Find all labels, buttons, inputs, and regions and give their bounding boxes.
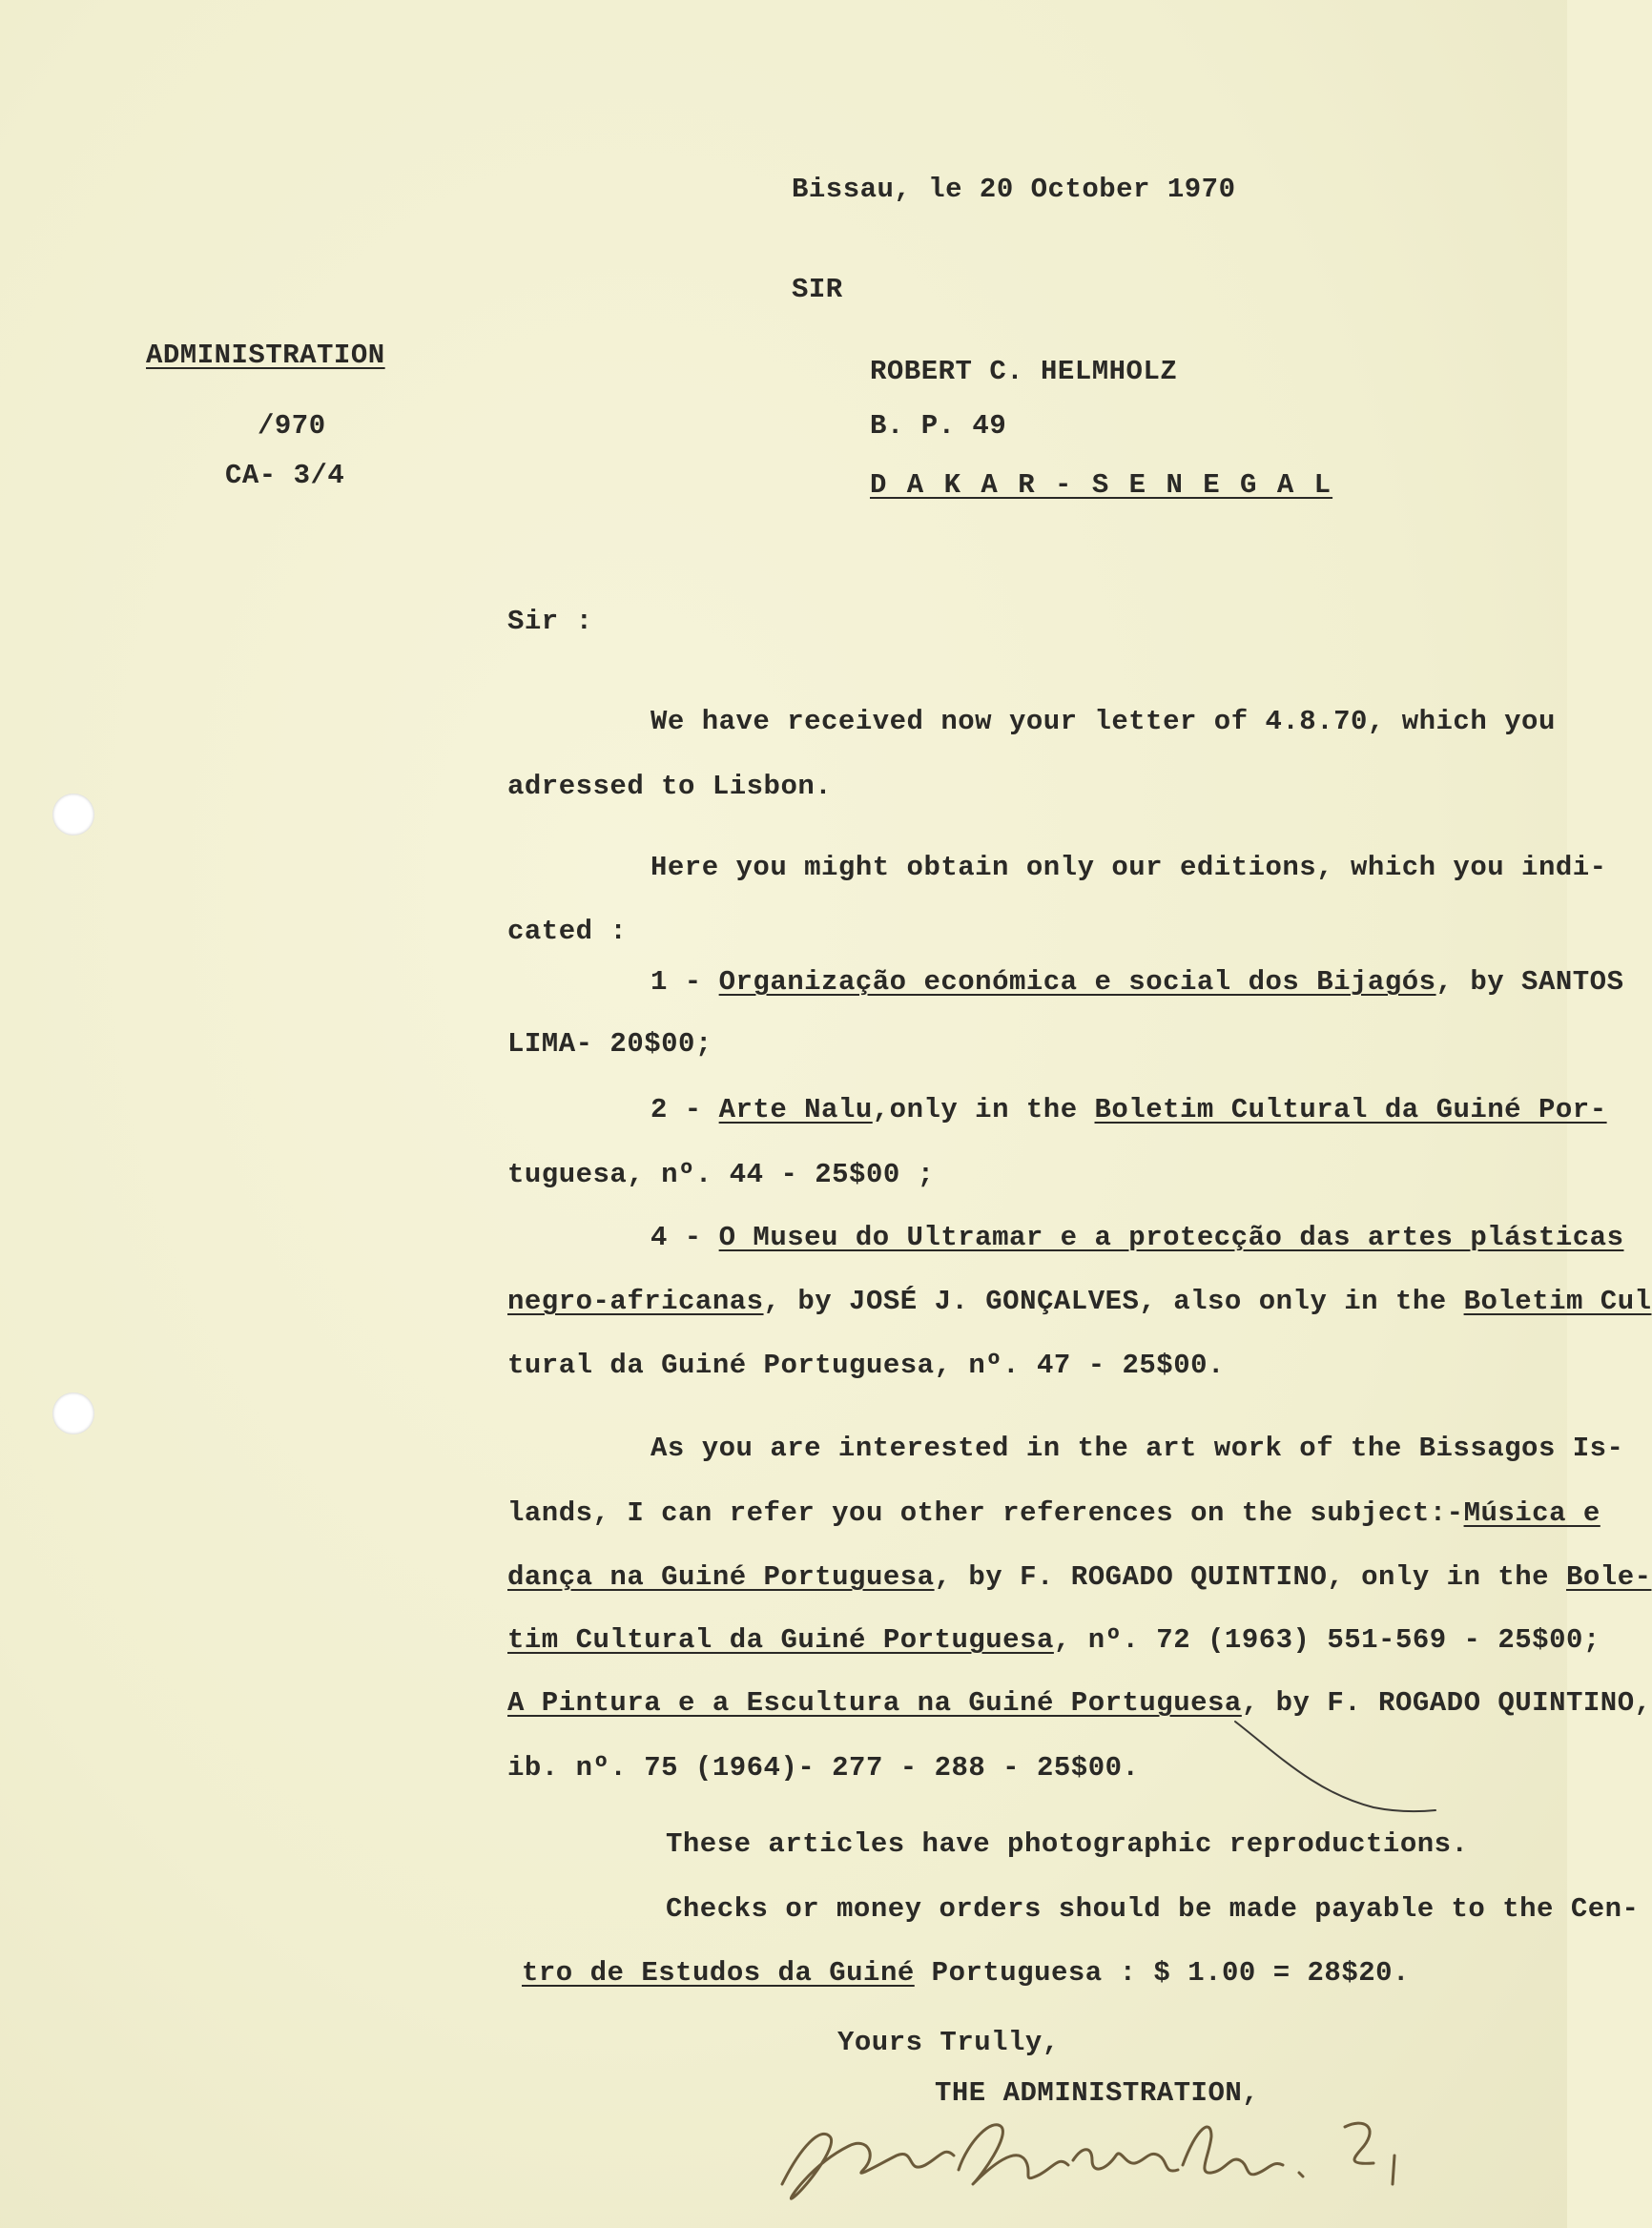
punch-hole-bottom bbox=[52, 1392, 94, 1434]
punch-hole-top bbox=[52, 794, 94, 836]
paragraph-5-line-2 bbox=[522, 1957, 1410, 1989]
reference-number: /970 bbox=[258, 410, 326, 442]
item-4-line-2 bbox=[507, 1286, 1652, 1317]
item-2-number: 2 - bbox=[650, 1094, 719, 1125]
item-4-number: 4 - bbox=[650, 1222, 719, 1253]
item-4-title: O Museu do Ultramar e a protecção das artes plásticas bbox=[718, 1222, 1624, 1253]
paragraph-3-line-3 bbox=[507, 1561, 1652, 1593]
item-4-journal: Boletim Cul bbox=[1463, 1286, 1652, 1317]
reference-code: CA- 3/4 bbox=[225, 460, 345, 491]
centro-estudos-name: tro de Estudos da Guiné bbox=[522, 1957, 915, 1989]
recipient-city: D A K A R - S E N E G A L bbox=[870, 469, 1333, 501]
item-4-author: , by JOSÉ J. GONÇALVES, also only in the bbox=[763, 1286, 1464, 1317]
reference-musica-details: , nº. 72 (1963) 551-569 - 25$00; bbox=[1053, 1624, 1600, 1656]
closing-signatory: THE ADMINISTRATION, bbox=[935, 2077, 1260, 2109]
item-1-author: , by SANTOS bbox=[1435, 966, 1624, 998]
recipient-box: B. P. 49 bbox=[870, 410, 1007, 442]
greeting: Sir : bbox=[507, 606, 593, 637]
reference-department: ADMINISTRATION bbox=[146, 340, 385, 371]
recipient-name: ROBERT C. HELMHOLZ bbox=[870, 356, 1178, 387]
paragraph-2-line-2: cated : bbox=[507, 916, 628, 947]
paragraph-4: These articles have photographic reproductions. bbox=[666, 1828, 1469, 1860]
item-1-line-1 bbox=[650, 966, 1623, 998]
item-1-number: 1 - bbox=[650, 966, 719, 998]
item-2-line-2: tuguesa, nº. 44 - 25$00 ; bbox=[507, 1159, 935, 1190]
paragraph-3-line-1: As you are interested in the art work of the Bissagos Is- bbox=[650, 1433, 1624, 1464]
item-1-line-2: LIMA- 20$00; bbox=[507, 1028, 712, 1060]
closing-yours: Yours Trully, bbox=[837, 2027, 1060, 2058]
reference-pintura-title: A Pintura e a Escultura na Guiné Portuguesa bbox=[507, 1687, 1242, 1719]
reference-musica-author: , by F. ROGADO QUINTINO, only in the bbox=[934, 1561, 1566, 1593]
reference-musica-title: Música e bbox=[1463, 1497, 1600, 1529]
item-2-line-1 bbox=[650, 1094, 1607, 1125]
salutation-title: SIR bbox=[792, 274, 843, 305]
paragraph-3-line-2 bbox=[507, 1497, 1600, 1529]
pen-stroke-mark bbox=[1230, 1717, 1440, 1822]
paragraph-1-line-1: We have received now your letter of 4.8.70, which you bbox=[650, 706, 1556, 737]
paragraph-3-line-2-text: lands, I can refer you other references on the subject:- bbox=[507, 1497, 1464, 1529]
item-4-title-end: negro-africanas bbox=[507, 1286, 764, 1317]
handwritten-signature bbox=[763, 2089, 1431, 2213]
paragraph-5-line-1: Checks or money orders should be made payable to the Cen- bbox=[666, 1893, 1640, 1925]
item-4-line-3: tural da Guiné Portuguesa, nº. 47 - 25$00. bbox=[507, 1350, 1225, 1381]
reference-pintura-author: , by F. ROGADO QUINTINO, bbox=[1241, 1687, 1652, 1719]
item-1-title: Organização económica e social dos Bijagós bbox=[718, 966, 1436, 998]
paragraph-1-line-2: adressed to Lisbon. bbox=[507, 771, 833, 802]
reference-musica-journal: Bole- bbox=[1565, 1561, 1652, 1593]
paragraph-3-line-6: ib. nº. 75 (1964)- 277 - 288 - 25$00. bbox=[507, 1752, 1140, 1784]
item-4-line-1 bbox=[650, 1222, 1623, 1253]
date-line: Bissau, le 20 October 1970 bbox=[792, 174, 1236, 205]
paragraph-3-line-4 bbox=[507, 1624, 1600, 1656]
paragraph-2-line-1: Here you might obtain only our editions, which you indi- bbox=[650, 852, 1607, 883]
exchange-rate: Portuguesa : $ 1.00 = 28$20. bbox=[914, 1957, 1410, 1989]
paragraph-3-line-5 bbox=[507, 1687, 1652, 1719]
reference-musica-title-end: dança na Guiné Portuguesa bbox=[507, 1561, 935, 1593]
reference-musica-journal-end: tim Cultural da Guiné Portuguesa bbox=[507, 1624, 1054, 1656]
item-2-title: Arte Nalu bbox=[718, 1094, 873, 1125]
item-2-journal: Boletim Cultural da Guiné Por- bbox=[1094, 1094, 1607, 1125]
item-2-mid: ,only in the bbox=[872, 1094, 1095, 1125]
